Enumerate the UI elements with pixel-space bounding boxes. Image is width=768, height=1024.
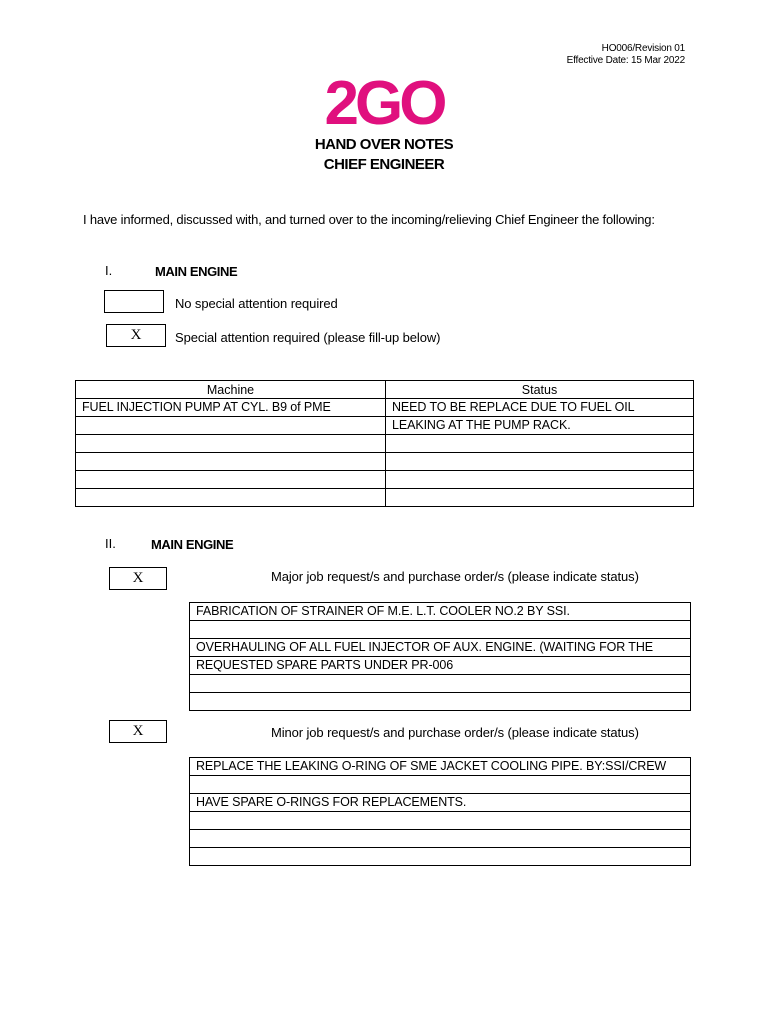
section-1-number: I. xyxy=(105,263,113,278)
job-cell[interactable] xyxy=(190,621,691,639)
table-row xyxy=(190,776,691,794)
table-row xyxy=(190,675,691,693)
table-row xyxy=(190,812,691,830)
column-header-machine: Machine xyxy=(76,381,386,399)
machine-cell[interactable] xyxy=(76,435,386,453)
minor-jobs-table xyxy=(189,757,691,866)
table-row xyxy=(190,603,691,621)
table-row xyxy=(76,399,694,417)
machine-cell[interactable] xyxy=(76,471,386,489)
no-attention-label: No special attention required xyxy=(175,296,338,311)
minor-jobs-label: Minor job request/s and purchase order/s (please indicate status) xyxy=(271,725,639,740)
job-cell[interactable] xyxy=(190,675,691,693)
major-jobs-table xyxy=(189,602,691,711)
effective-date: Effective Date: 15 Mar 2022 xyxy=(566,55,685,66)
job-cell[interactable] xyxy=(190,776,691,794)
table-row xyxy=(190,794,691,812)
job-cell[interactable] xyxy=(190,812,691,830)
doc-code: HO006/Revision 01 xyxy=(601,43,685,54)
table-row xyxy=(190,657,691,675)
job-cell[interactable]: REQUESTED SPARE PARTS UNDER PR-006 xyxy=(190,657,691,675)
status-cell[interactable] xyxy=(386,489,694,507)
table-row xyxy=(76,417,694,435)
column-header-status: Status xyxy=(386,381,694,399)
job-cell[interactable] xyxy=(190,693,691,711)
svg-text:2GO: 2GO xyxy=(324,72,444,132)
machine-cell[interactable] xyxy=(76,453,386,471)
table-row xyxy=(76,471,694,489)
section-1-heading: MAIN ENGINE xyxy=(155,264,238,279)
machine-cell[interactable] xyxy=(76,417,386,435)
title-line-1: HAND OVER NOTES xyxy=(314,136,454,153)
section-2-heading: MAIN ENGINE xyxy=(151,537,234,552)
machine-status-table xyxy=(75,380,694,507)
table-header-row xyxy=(76,381,694,399)
job-cell[interactable]: FABRICATION OF STRAINER OF M.E. L.T. COOLER NO.2 BY SSI. xyxy=(190,603,691,621)
table-row xyxy=(190,639,691,657)
table-row xyxy=(190,848,691,866)
machine-cell[interactable]: FUEL INJECTION PUMP AT CYL. B9 of PME xyxy=(76,399,386,417)
intro-statement: I have informed, discussed with, and turned over to the incoming/relieving Chief Engineer the following: xyxy=(83,212,655,227)
attention-checkbox[interactable]: X xyxy=(106,324,166,347)
status-cell[interactable] xyxy=(386,435,694,453)
table-row xyxy=(190,693,691,711)
major-jobs-label: Major job request/s and purchase order/s (please indicate status) xyxy=(271,569,639,584)
table-row xyxy=(190,621,691,639)
job-cell[interactable]: OVERHAULING OF ALL FUEL INJECTOR OF AUX. ENGINE. (WAITING FOR THE xyxy=(190,639,691,657)
table-row xyxy=(76,435,694,453)
job-cell[interactable] xyxy=(190,830,691,848)
job-cell[interactable]: REPLACE THE LEAKING O-RING OF SME JACKET COOLING PIPE. BY:SSI/CREW xyxy=(190,758,691,776)
company-logo xyxy=(0,72,768,132)
title-line-2: CHIEF ENGINEER xyxy=(323,156,445,173)
attention-label: Special attention required (please fill-up below) xyxy=(175,330,441,345)
table-row xyxy=(190,830,691,848)
no-attention-checkbox[interactable] xyxy=(104,290,164,313)
job-cell[interactable] xyxy=(190,848,691,866)
table-row xyxy=(190,758,691,776)
document-reference xyxy=(567,43,685,67)
status-cell[interactable]: NEED TO BE REPLACE DUE TO FUEL OIL xyxy=(386,399,694,417)
status-cell[interactable] xyxy=(386,453,694,471)
status-cell[interactable] xyxy=(386,471,694,489)
section-2-number: II. xyxy=(105,536,116,551)
major-jobs-checkbox[interactable]: X xyxy=(109,567,167,590)
machine-cell[interactable] xyxy=(76,489,386,507)
job-cell[interactable]: HAVE SPARE O-RINGS FOR REPLACEMENTS. xyxy=(190,794,691,812)
table-row xyxy=(76,489,694,507)
status-cell[interactable]: LEAKING AT THE PUMP RACK. xyxy=(386,417,694,435)
minor-jobs-checkbox[interactable]: X xyxy=(109,720,167,743)
table-row xyxy=(76,453,694,471)
